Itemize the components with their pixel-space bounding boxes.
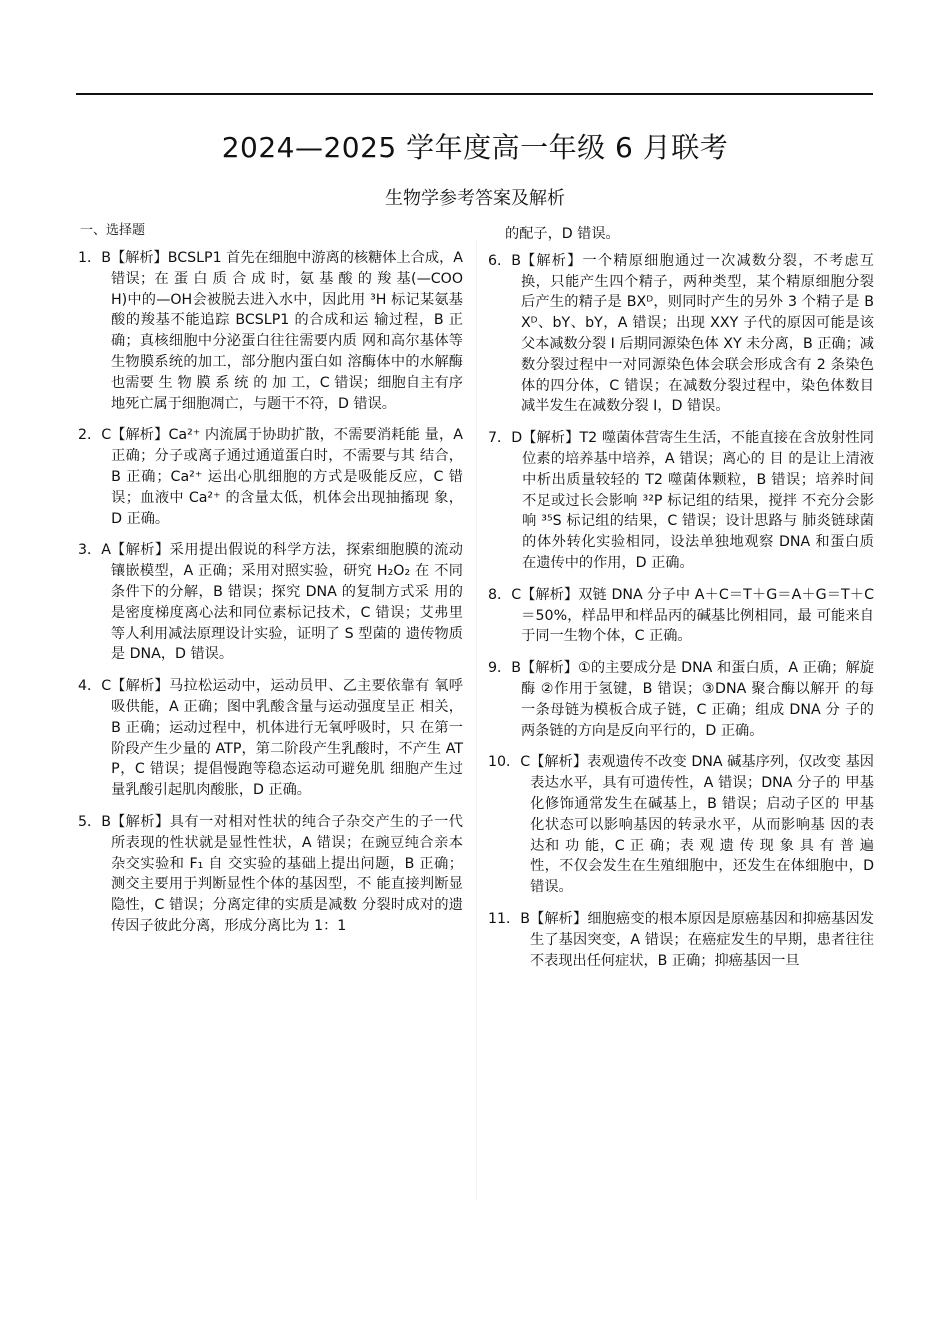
answer-text: 【解析】采用提出假说的科学方法，探索细胞膜的流动镶嵌模型，A 正确；采用对照实验，研究 H₂O₂ 在 不同条件下的分解，B 错误；探究 DNA 的复制方式采 用的是密度梯度离心法和同位素标记技术，C 错误；艾弗里等人利用减法原理设计实验，证明了 S 型菌的 遗传物质是 DNA，D 错误。 bbox=[110, 542, 463, 663]
answer-number: 7．D bbox=[488, 430, 523, 447]
section-label: 一、选择题 bbox=[80, 223, 146, 238]
answer-item-9 bbox=[488, 658, 874, 741]
answer-text: 【解析】一个精原细胞通过一次减数分裂，不考虑互换，只能产生四个精子，两种类型，某个精原细胞分裂后产生的精子是 BXᴰ，则同时产生的另外 3 个精子是 BXᴰ、bY、bY，A 错误；出现 XXY 子代的原因可能是该父本减数分裂 Ⅰ 后期同源染色体 XY 未分离，B 正确；减数分裂过程中一对同源染色体会联会形成含有 2 条染色体的四分体，C 错误；在减数分裂过程中，染色体数目减半发生在减数分裂 Ⅰ，D 错误。 bbox=[520, 252, 874, 415]
answer-text: 【解析】双链 DNA 分子中 A＋C＝T＋G＝A＋G＝T＋C＝50%，样品甲和样品丙的碱基比例相同，最 可能来自于同一生物个体，C 正确。 bbox=[521, 586, 874, 645]
answer-number: 6．B bbox=[488, 252, 521, 269]
answer-text: 【解析】表观遗传不改变 DNA 碱基序列，仅改变 基因表达水平，具有可遗传性，A 错误；DNA 分子的 甲基化修饰通常发生在碱基上，B 错误；启动子区的 甲基化状态可以影响基因的转录水平，从而影响基 因的表达和 功 能，C 正 确；表 观 遗 传 现 象 具 有 普 遍 性，不仅会发生在生殖细胞中，还发生在体细胞中，D 错误。 bbox=[530, 754, 874, 896]
answer-text: 【解析】T2 噬菌体营寄生生活，不能直接在含放射性同位素的培养基中培养，A 错误；离心的 目 的是让上清液中析出质量较轻的 T2 噬菌体颗粒，B 错误；培养时间不足或过长会影响 ³²P 标记组的结果，搅拌 不充分会影响 ³⁵S 标记组的结果，C 错误；设计思路与 肺炎链球菌的体外转化实验相同，设法单独地观察 DNA 和蛋白质在遗传中的作用，D 正确。 bbox=[522, 430, 874, 571]
answer-item-3 bbox=[78, 540, 463, 665]
answer-text: 的配子，D 错误。 bbox=[505, 226, 620, 242]
answer-text: 【解析】①的主要成分是 DNA 和蛋白质，A 正确；解旋酶 ②作用于氢键，B 错误；③DNA 聚合酶以解开 的每一条母链为模板合成子链，C 正确；组成 DNA 分 子的两条链的方向是反向平行的，D 正确。 bbox=[520, 660, 874, 739]
answer-item-7 bbox=[488, 428, 874, 574]
answer-number: 2．C bbox=[78, 427, 112, 444]
answer-item-1 bbox=[78, 248, 463, 414]
answer-item-4 bbox=[78, 676, 463, 801]
answer-text: 【解析】Ca²⁺ 内流属于协助扩散，不需要消耗能 量，A 正确；分子或离子通过通道蛋白时，不需要与其 结合，B 正确；Ca²⁺ 运出心肌细胞的方式是吸能反应，C 错误；血液中 Ca²⁺ 的含量太低，机体会出现抽搐现 象，D 正确。 bbox=[111, 427, 463, 527]
answer-number: 9．B bbox=[488, 660, 521, 677]
answer-item-5 bbox=[78, 812, 463, 937]
answer-number: 3．A bbox=[78, 542, 111, 559]
answer-item-11 bbox=[488, 909, 874, 971]
answer-text: 【解析】马拉松运动中，运动员甲、乙主要依靠有 氧呼吸供能，A 正确；图中乳酸含量与运动强度呈正 相关，B 正确；运动过程中，机体进行无氧呼吸时，只 在第一阶段产生少量的 ATP，第二阶段产生乳酸时，不产生 ATP，C 错误；提倡慢跑等稳态运动可避免肌 细胞产生过量乳酸引起肌肉酸胀，D 正确。 bbox=[111, 678, 463, 799]
page-title: 2024—2025 学年度高一年级 6 月联考 bbox=[221, 131, 729, 164]
answer-number: 8．C bbox=[488, 586, 522, 603]
top-rule bbox=[76, 93, 873, 95]
answer-item-5-continued bbox=[488, 224, 874, 245]
answer-number: 1．B bbox=[78, 250, 111, 266]
answer-number: 10．C bbox=[488, 754, 531, 771]
answer-text: 【解析】BCSLP1 首先在细胞中游离的核糖体上合成，A 错误；在 蛋 白 质 合 成 时，氨 基 酸 的 羧 基(—COOH)中的—OH会被脱去进入水中，因此用 ³H 标记某氨基酸的羧基不能追踪 BCSLP1 的合成和运 输过程，B 正确；真核细胞中分泌蛋白往往需要内质 网和高尔基体等生物膜系统的加工，部分胞内蛋白如 溶酶体中的水解酶也需要 生 物 膜 系 统 的 加 工，C 错误；细胞自主有序地死亡属于细胞凋亡，与题干不符，D 错误。 bbox=[110, 250, 463, 412]
answer-text: 【解析】具有一对相对性状的纯合子杂交产生的子一代所表现的性状就是显性性状，A 错误；在豌豆纯合亲本杂交实验和 F₁ 自 交实验的基础上提出问题，B 正确；测交主要用于判断显性个体的基因型，不 能直接判断显隐性，C 错误；分离定律的实质是减数 分裂时成对的遗传因子彼此分离，形成分离比为 1：1 bbox=[110, 813, 463, 934]
right-column bbox=[488, 224, 874, 982]
left-column bbox=[78, 248, 463, 948]
column-divider bbox=[476, 240, 477, 1200]
answer-item-10 bbox=[488, 752, 874, 898]
page-subtitle: 生物学参考答案及解析 bbox=[385, 188, 565, 209]
answer-number: 11．B bbox=[488, 910, 530, 927]
answer-item-6 bbox=[488, 251, 874, 417]
answer-number: 5．B bbox=[78, 813, 111, 830]
answer-text: 【解析】细胞癌变的根本原因是原癌基因和抑癌基因发生了基因突变，A 错误；在癌症发生的早期，患者往往不表现出任何症状，B 正确；抑癌基因一旦 bbox=[529, 910, 874, 969]
answer-number: 4．C bbox=[78, 678, 112, 695]
answer-item-8 bbox=[488, 585, 874, 647]
answer-item-2 bbox=[78, 425, 463, 529]
